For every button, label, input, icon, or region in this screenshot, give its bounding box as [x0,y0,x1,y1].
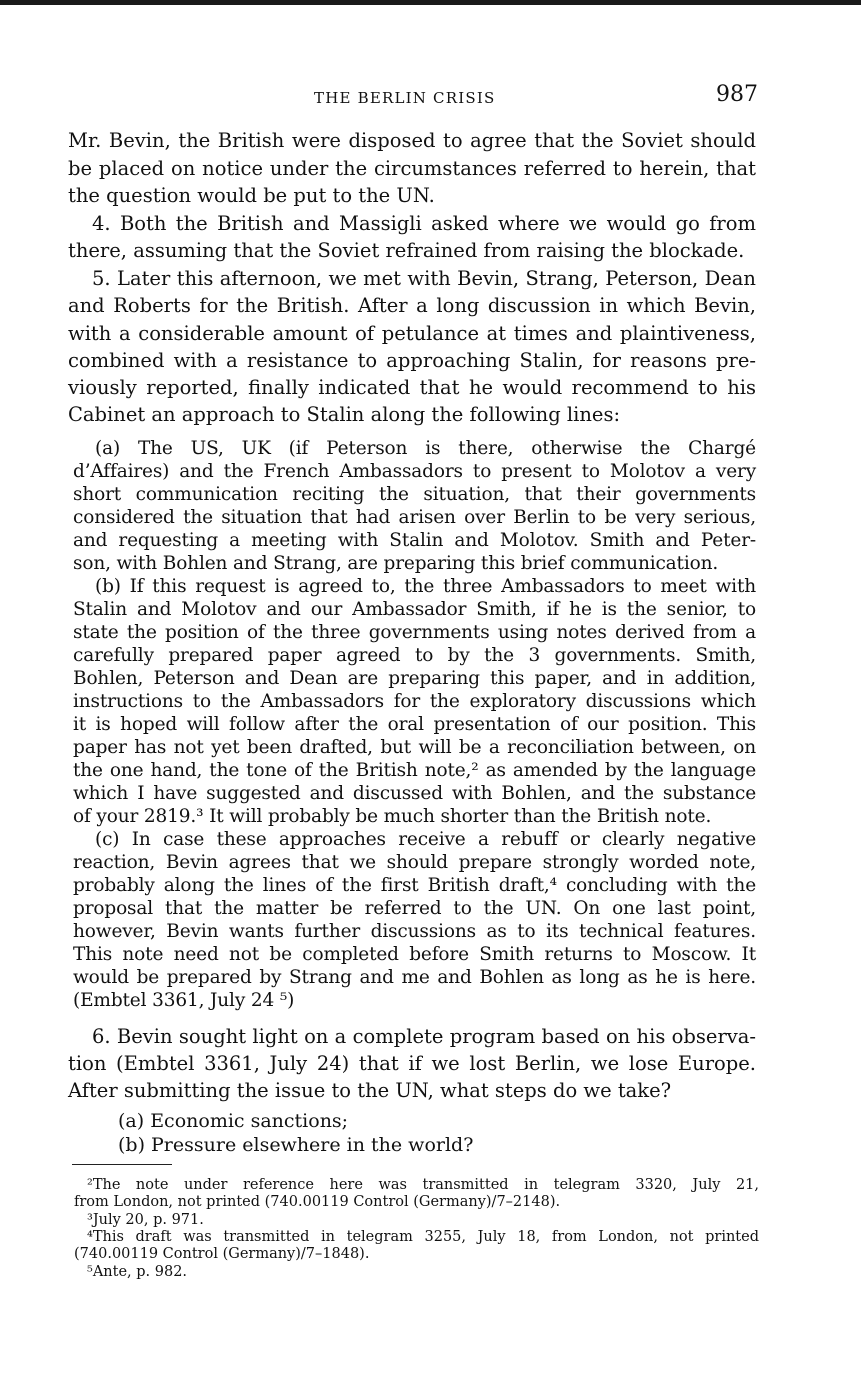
item-b-line: state the position of the three governments using notes derived from a [73,622,756,643]
body-line: 4. Both the British and Massigli asked where we would go from [92,212,756,235]
item-b-line: it is hoped will follow after the oral presentation of our position. This [73,714,756,735]
list-item: (a) Economic sanctions; [118,1110,349,1132]
item-a-line: d’Affaires) and the French Ambassadors to present to Molotov a very [73,461,756,482]
item-c-line: reaction, Bevin agrees that we should prepare strongly worded note, [73,852,756,873]
footnote-rule [72,1164,172,1165]
body-line: be placed on notice under the circumstances referred to herein, that [68,157,756,180]
item-c-line: would be prepared by Strang and me and Bohlen as long as he is here. [73,967,756,988]
running-head: THE BERLIN CRISIS [314,89,496,107]
body-line: with a considerable amount of petulance at times and plaintiveness, [68,322,756,345]
footnote-line: from London, not printed (740.00119 Control (Germany)/7–2148). [74,1194,561,1210]
item-a-line: (a) The US, UK (if Peterson is there, otherwise the Chargé [95,438,756,459]
body-line: viously reported, finally indicated that he would recommend to his [68,376,756,399]
footnote-line: ⁵Ante, p. 982. [87,1264,188,1280]
page-number: 987 [716,82,758,107]
footnote-line: ³July 20, p. 971. [87,1212,204,1228]
body-line: Cabinet an approach to Stalin along the following lines: [68,403,621,426]
body-line: tion (Embtel 3361, July 24) that if we lost Berlin, we lose Europe. [68,1052,756,1075]
item-b-line: instructions to the Ambassadors for the exploratory discussions which [73,691,756,712]
footnote-line: (740.00119 Control (Germany)/7–1848). [74,1246,370,1262]
item-c-line: probably along the lines of the first British draft,⁴ concluding with the [73,875,756,896]
item-b-line: of your 2819.³ It will probably be much shorter than the British note. [73,806,712,827]
item-a-line: and requesting a meeting with Stalin and Molotov. Smith and Peter- [73,530,756,551]
footnote-line: ⁴This draft was transmitted in telegram 3255, July 18, from London, not printed [87,1229,759,1245]
body-line: 5. Later this afternoon, we met with Bevin, Strang, Peterson, Dean [92,267,756,290]
body-line: and Roberts for the British. After a long discussion in which Bevin, [68,294,756,317]
item-b-line: the one hand, the tone of the British note,² as amended by the language [73,760,756,781]
item-a-line: short communication reciting the situation, that their governments [73,484,756,505]
body-line: combined with a resistance to approaching Stalin, for reasons pre- [68,349,756,372]
item-c-line: however, Bevin wants further discussions as to its technical features. [73,921,756,942]
item-b-line: carefully prepared paper agreed to by the 3 governments. Smith, [73,645,756,666]
item-b-line: Stalin and Molotov and our Ambassador Smith, if he is the senior, to [73,599,756,620]
item-b-line: paper has not yet been drafted, but will be a reconciliation between, on [73,737,756,758]
item-c-line: (c) In case these approaches receive a rebuff or clearly negative [95,829,756,850]
item-a-line: son, with Bohlen and Strang, are preparing this brief communication. [73,553,719,574]
item-a-line: considered the situation that had arisen over Berlin to be very serious, [73,507,756,528]
item-b-line: which I have suggested and discussed with Bohlen, and the substance [73,783,756,804]
page-top-border [0,0,861,5]
item-c-line: (Embtel 3361, July 24 ⁵) [73,990,295,1011]
body-line: 6. Bevin sought light on a complete program based on his observa- [92,1025,756,1048]
footnote-line: ²The note under reference here was transmitted in telegram 3320, July 21, [87,1177,759,1193]
list-item: (b) Pressure elsewhere in the world? [118,1134,474,1156]
body-line: there, assuming that the Soviet refrained from raising the blockade. [68,239,745,262]
item-b-line: Bohlen, Peterson and Dean are preparing this paper, and in addition, [73,668,756,689]
item-b-line: (b) If this request is agreed to, the three Ambassadors to meet with [95,576,756,597]
body-line: the question would be put to the UN. [68,184,435,207]
body-line: After submitting the issue to the UN, what steps do we take? [68,1079,672,1102]
body-line: Mr. Bevin, the British were disposed to agree that the Soviet should [68,129,756,152]
item-c-line: proposal that the matter be referred to the UN. On one last point, [73,898,756,919]
item-c-line: This note need not be completed before Smith returns to Moscow. It [73,944,756,965]
